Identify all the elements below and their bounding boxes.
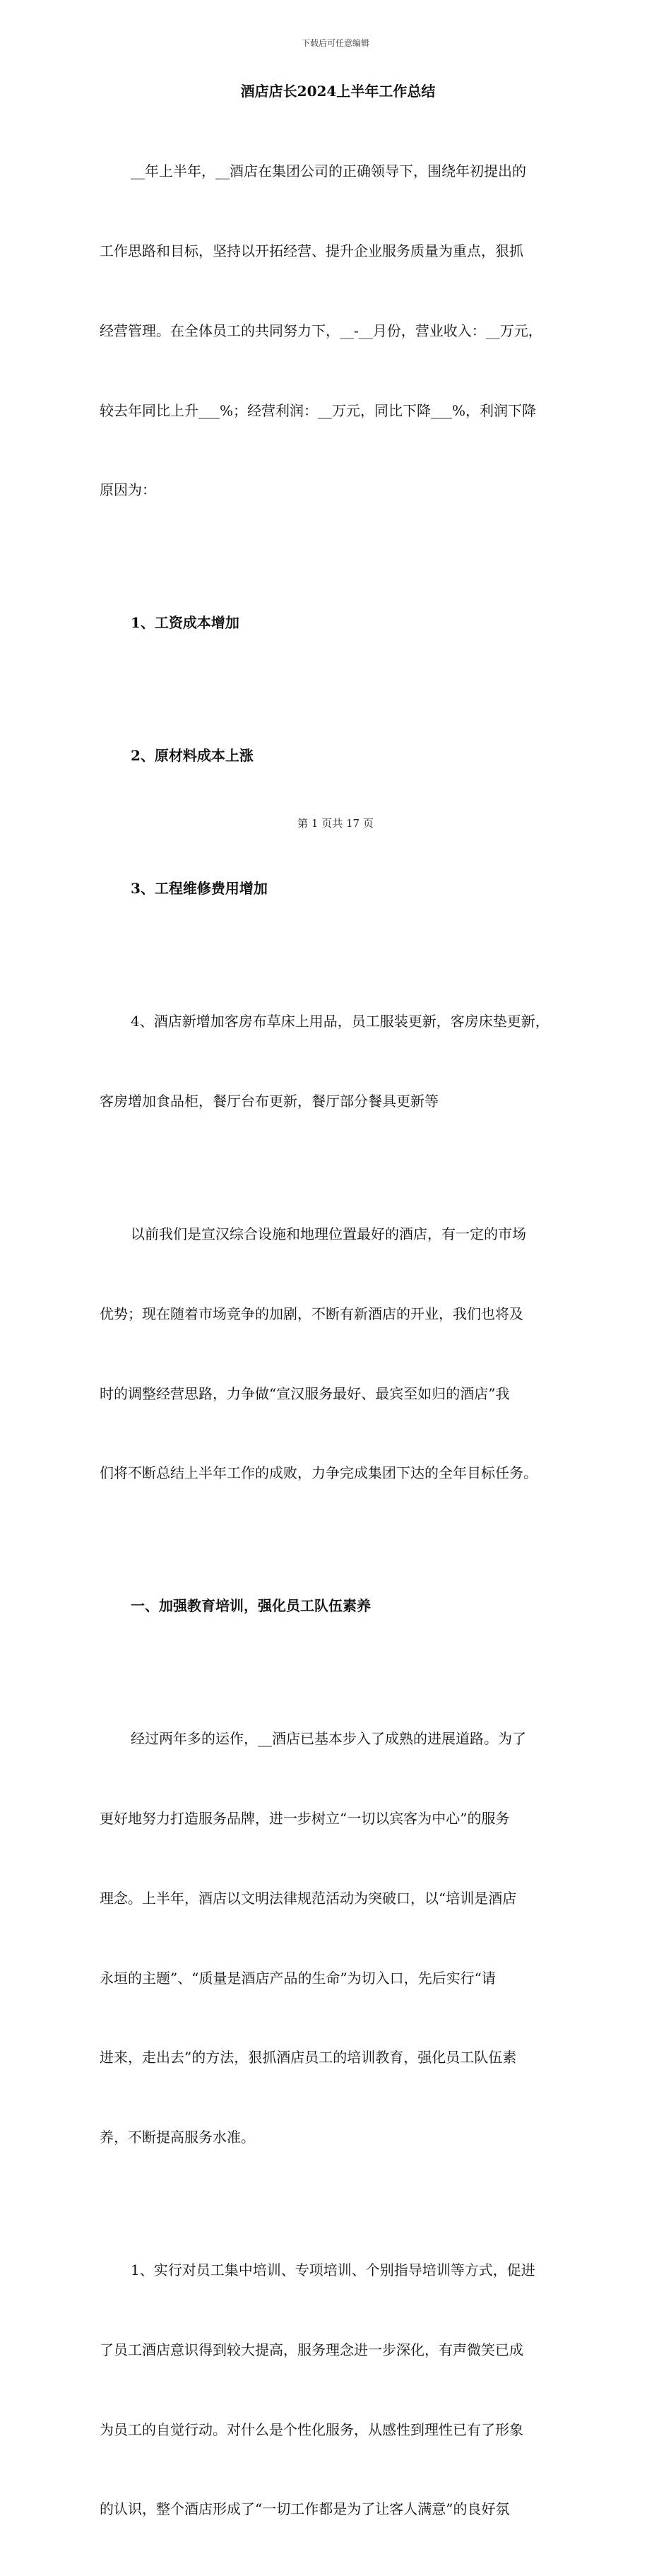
text-line: 较去年同比上升___%；经营利润：__万元，同比下降___%，利润下降 bbox=[100, 401, 537, 419]
text-line: 们将不断总结上半年工作的成败，力争完成集团下达的全年目标任务。 bbox=[100, 1464, 538, 1482]
text-line: 2、原材料成本上涨 bbox=[131, 747, 254, 765]
text-line: __年上半年，__酒店在集团公司的正确领导下，围绕年初提出的 bbox=[131, 163, 526, 180]
list-item-3 bbox=[100, 823, 576, 955]
text-line: 1、实行对员工集中培训、专项培训、个别指导培训等方式，促进 bbox=[131, 2262, 535, 2279]
text-line: 了员工酒店意识得到较大提高，服务理念进一步深化，有声微笑已成 bbox=[100, 2341, 523, 2358]
paragraph-market bbox=[100, 1168, 576, 1540]
text-line: 以前我们是宣汉综合设施和地理位置最好的酒店，有一定的市场 bbox=[131, 1225, 526, 1242]
text-line: 更好地努力打造服务品牌，进一步树立“一切以宾客为中心”的服务 bbox=[100, 1810, 510, 1827]
text-line: 4、酒店新增加客房布草床上用品，员工服装更新，客房床垫更新， bbox=[131, 1013, 550, 1030]
text-line: 客房增加食品柜，餐厅台布更新，餐厅部分餐具更新等 bbox=[100, 1092, 439, 1110]
page-header: 下载后可任意编辑 bbox=[301, 38, 369, 48]
paragraph-training bbox=[100, 1673, 576, 2204]
paragraph-intro bbox=[100, 105, 576, 557]
document-body bbox=[100, 80, 576, 2576]
text-line: 的认识，整个酒店形成了“一切工作都是为了让客人满意”的良好氛 bbox=[100, 2500, 510, 2518]
list-item-2 bbox=[100, 690, 576, 823]
paragraph-training-detail bbox=[100, 2204, 576, 2576]
text-line: 养，不断提高服务水准。 bbox=[100, 2129, 255, 2146]
text-line: 1、工资成本增加 bbox=[131, 614, 239, 632]
text-line: 3、工程维修费用增加 bbox=[131, 880, 268, 898]
text-line: 工作思路和目标，坚持以开拓经营、提升企业服务质量为重点，狠抓 bbox=[100, 242, 523, 259]
text-line: 理念。上半年，酒店以文明法律规范活动为突破口，以“培训是酒店 bbox=[100, 1889, 517, 1907]
list-item-4 bbox=[100, 955, 576, 1168]
section-heading bbox=[100, 1540, 576, 1673]
document-title: 酒店店长2024上半年工作总结 bbox=[240, 83, 436, 100]
text-line: 优势；现在随着市场竞争的加剧，不断有新酒店的开业，我们也将及 bbox=[100, 1305, 523, 1322]
text-line: 为员工的自觉行动。对什么是个性化服务，从感性到理性已有了形象 bbox=[100, 2421, 523, 2438]
list-item-1 bbox=[100, 557, 576, 690]
text-line: 经营管理。在全体员工的共同努力下，__-__月份，营业收入：__万元， bbox=[100, 322, 542, 339]
page-footer: 第 1 页共 17 页 bbox=[297, 817, 374, 830]
text-line: 时的调整经营思路，力争做“宣汉服务最好、最宾至如归的酒店”我 bbox=[100, 1384, 510, 1402]
text-line: 永垣的主题”、“质量是酒店产品的生命”为切入口，先后实行“请 bbox=[100, 1969, 496, 1987]
text-line: 经过两年多的运作，__酒店已基本步入了成熟的进展道路。为了 bbox=[131, 1730, 526, 1748]
text-line: 一、加强教育培训，强化员工队伍素养 bbox=[131, 1597, 371, 1615]
text-line: 原因为： bbox=[100, 481, 156, 499]
text-line: 进来，走出去”的方法，狠抓酒店员工的培训教育，强化员工队伍素 bbox=[100, 2049, 517, 2066]
